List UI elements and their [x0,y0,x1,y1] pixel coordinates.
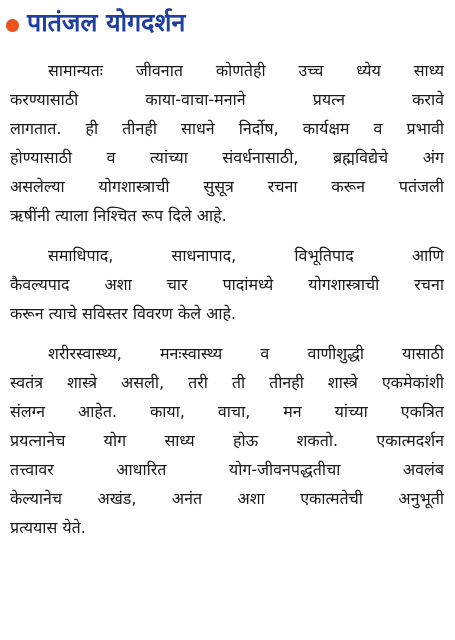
text-line: समाधिपाद, साधनापाद, विभूतिपाद आणि [48,246,444,265]
text-line: तत्त्वावर आधारित योग-जीवनपद्धतीचा अवलंब [10,460,444,479]
text-line: ऋषींनी त्याला निश्चित रूप दिले आहे. [10,206,227,225]
page-title: पातंजल योगदर्शन [27,8,186,37]
text-line: सामान्यतः जीवनात कोणतेही उच्च ध्येय साध्य [48,61,444,80]
text-line: असलेल्या योगशास्त्राची सुसूत्र रचना करून पतंजली [10,177,444,196]
text-line: लागतात. ही तीनही साधने निर्दोष, कार्यक्षम व प्रभावी [10,119,444,138]
paragraph-2 [10,241,444,328]
paragraph-1 [10,56,444,230]
text-line: केल्यानेच अखंड, अनंत अशा एकात्मतेची अनुभूती [10,489,444,508]
text-line: कैवल्यपाद अशा चार पादांमध्ये योगशास्त्राची रचना [10,275,444,294]
heading [6,4,185,42]
text-line: स्वतंत्र शास्त्रे असली, तरी ती तीनही शास्त्रे एकमेकांशी [10,373,444,392]
text-line: करून त्याचे सविस्तर विवरण केले आहे. [10,304,237,323]
text-line: प्रत्ययास येते. [10,518,86,537]
text-line: शरीरस्वास्थ्य, मनःस्वास्थ्य व वाणीशुद्धी यासाठी [48,344,444,363]
bullet-dot-icon [6,19,19,32]
paragraph-3 [10,339,444,542]
text-line: प्रयत्नानेच योग साध्य होऊ शकतो. एकात्मदर्शन [10,431,444,450]
text-line: करण्यासाठी काया-वाचा-मनाने प्रयत्न करावे [10,90,444,109]
article-body [10,56,444,553]
text-line: होण्यासाठी व त्यांच्या संवर्धनासाठी, ब्रह्मविद्येचे अंग [10,148,444,167]
text-line: संलग्न आहेत. काया, वाचा, मन यांच्या एकत्रित [10,402,444,421]
